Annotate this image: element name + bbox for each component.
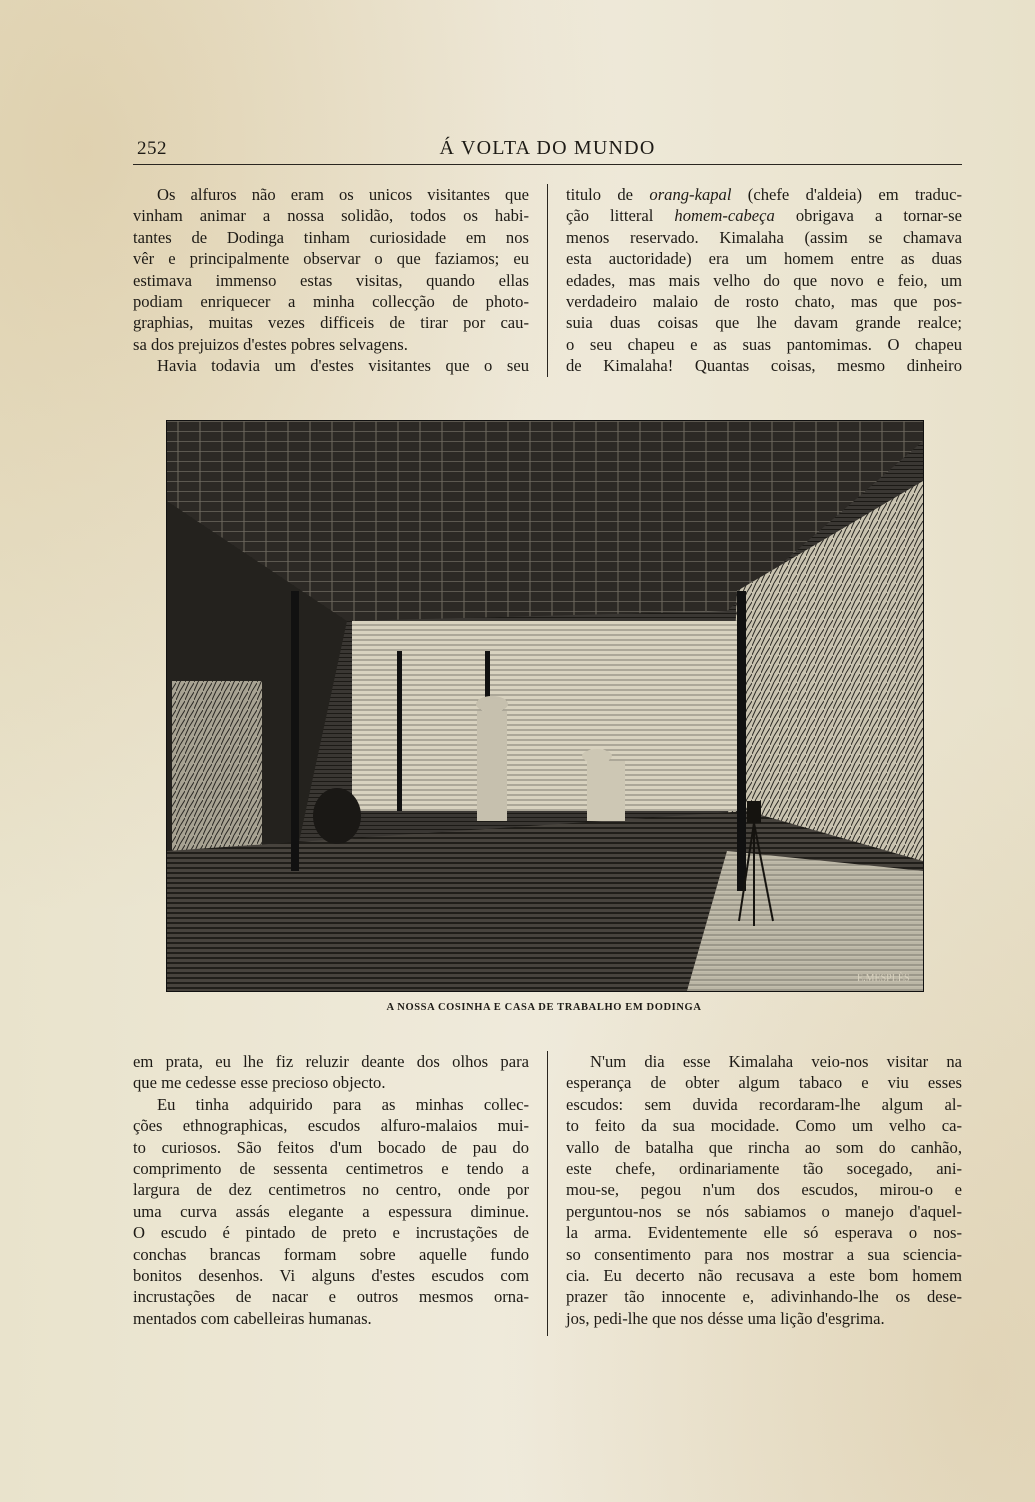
text-line: bonitos desenhos. Vi alguns d'estes escudos com <box>133 1266 529 1286</box>
running-title: Á VOLTA DO MUNDO <box>439 137 656 159</box>
text-run: ção litteral <box>566 206 675 226</box>
text-line: to feito da sua mocidade. Como um velho ca- <box>566 1116 962 1136</box>
text-line: prazer tão innocente e, adivinhando-lhe os dese- <box>566 1287 962 1307</box>
text-line: vêr e principalmente observar o que faziamos; eu <box>133 249 529 269</box>
text-line: podiam enriquecer a minha collecção de photo- <box>133 292 529 312</box>
text-run: (chefe d'aldeia) em traduc- <box>731 185 962 204</box>
text-line: graphias, muitas vezes difficeis de tirar por cau- <box>133 313 529 333</box>
text-line <box>566 184 962 205</box>
text-line: que me cedesse esse precioso objecto. <box>133 1073 386 1093</box>
text-line: vinham animar a nossa solidão, todos os habi- <box>133 206 529 226</box>
text-line: comprimento de sessenta centimetros e tendo a <box>133 1159 529 1179</box>
text-line: so consentimento para nos mostrar a sua sciencia- <box>566 1244 962 1264</box>
text-line: menos reservado. Kimalaha (assim se chamava <box>566 227 962 247</box>
column-divider-bottom <box>547 1051 548 1336</box>
text-line: uma curva assás elegante a espessura diminue. <box>133 1201 529 1221</box>
text-line: o seu chapeu e as suas pantomimas. O chapeu <box>566 334 962 354</box>
text-line: cia. Eu decerto não recusava a este bom homem <box>566 1266 962 1286</box>
text-line: esperança de obter algum tabaco e viu esses <box>566 1073 962 1093</box>
text-line: perguntou-nos se nós sabiamos o manejo d'aquel- <box>566 1201 962 1221</box>
column-bottom-left <box>133 1051 529 1329</box>
text-line: largura de dez centimetros no centro, onde por <box>133 1180 529 1200</box>
text-run: titulo de <box>566 185 650 204</box>
text-line: incrustações de nacar e outros mesmos orna- <box>133 1287 529 1307</box>
text-line: Os alfuros não eram os unicos visitantes que <box>157 185 529 204</box>
column-top-right <box>566 184 962 377</box>
text-run: obrigava a tornar-se <box>774 206 962 226</box>
text-line: to curiosos. São feitos d'um bocado de pau do <box>133 1137 529 1157</box>
text-line: Eu tinha adquirido para as minhas collec- <box>157 1094 529 1114</box>
column-divider-top <box>547 184 548 377</box>
page-number: 252 <box>137 138 167 159</box>
text-line <box>566 205 962 226</box>
text-line: Havia todavia um d'estes visitantes que o seu <box>157 356 529 376</box>
text-line: de Kimalaha! Quantas coisas, mesmo dinheiro <box>566 356 962 376</box>
text-line: este chefe, ordinariamente tão socegado, ani- <box>566 1159 962 1179</box>
engraving-illustration <box>166 420 924 992</box>
text-line: edades, mas mais velho do que novo e feio, um <box>566 270 962 290</box>
text-line: verdadeiro malaio de rosto chato, mas que pos- <box>566 292 962 312</box>
header-rule <box>133 164 962 165</box>
text-line: escudos: sem duvida recordaram-lhe algum al- <box>566 1094 962 1114</box>
italic-term: homem-cabeça <box>674 206 775 226</box>
illustration-caption: A NOSSA COSINHA E CASA DE TRABALHO EM DODINGA <box>386 1002 702 1013</box>
column-bottom-right <box>566 1051 962 1329</box>
italic-term: orang-kapal <box>649 185 732 204</box>
text-line: O escudo é pintado de preto e incrustações de <box>133 1223 529 1243</box>
text-line: sa dos prejuizos d'estes pobres selvagens. <box>133 334 408 354</box>
text-line: vallo de batalha que rincha ao som do canhão, <box>566 1137 962 1157</box>
text-line: N'um dia esse Kimalaha veio-nos visitar na <box>590 1052 962 1071</box>
text-line: estimava immenso estas visitas, quando ellas <box>133 270 529 290</box>
text-line: tantes de Dodinga tinham curiosidade em nos <box>133 227 529 247</box>
text-line: mentados com cabelleiras humanas. <box>133 1308 372 1328</box>
text-line: ções ethnographicas, escudos alfuro-malaios mui- <box>133 1116 529 1136</box>
column-top-left <box>133 184 529 377</box>
engraver-signature: E.MESPLÈS <box>857 973 910 984</box>
page-header <box>133 134 962 164</box>
text-line: esta auctoridade) era um homem entre as duas <box>566 249 962 269</box>
engraving-svg <box>167 421 923 991</box>
text-line: jos, pedi-lhe que nos désse uma lição d'esgrima. <box>566 1308 885 1328</box>
text-line: conchas brancas formam sobre aquelle fundo <box>133 1244 529 1264</box>
text-line: suia duas coisas que lhe davam grande realce; <box>566 313 962 333</box>
text-line: em prata, eu lhe fiz reluzir deante dos olhos para <box>133 1052 529 1071</box>
text-line: la arma. Evidentemente elle só esperava o nos- <box>566 1223 962 1243</box>
text-line: mou-se, pegou n'um dos escudos, mirou-o e <box>566 1180 962 1200</box>
